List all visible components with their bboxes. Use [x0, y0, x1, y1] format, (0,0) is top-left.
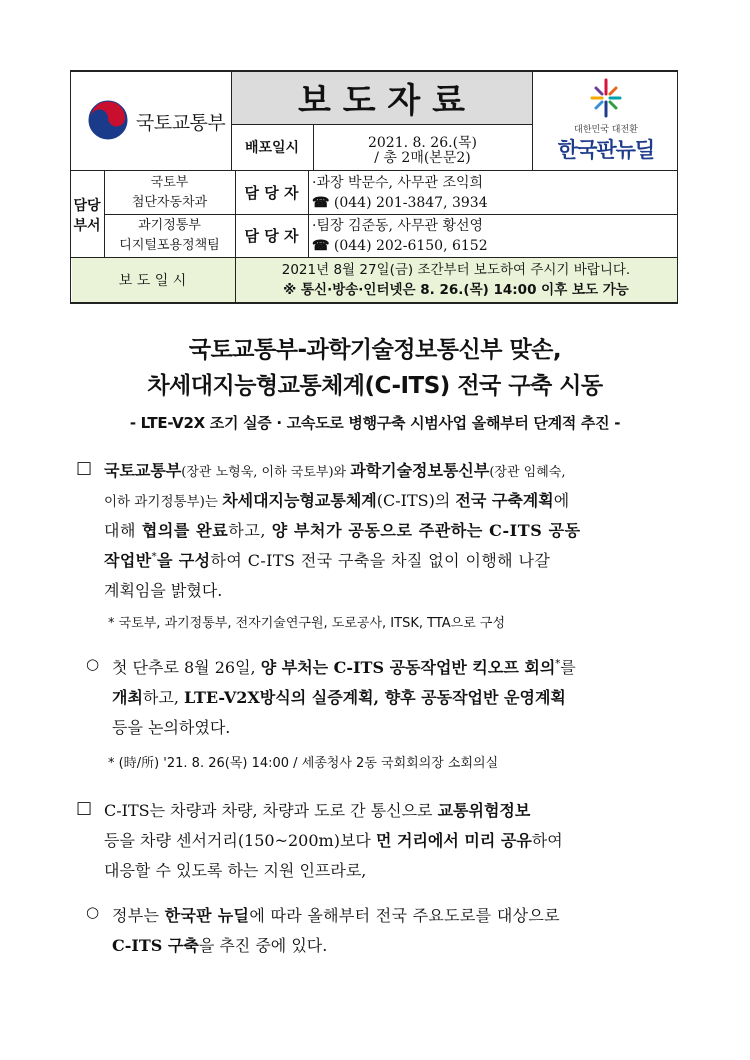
contact-2-phone: (044) 202-6150, 6152 [333, 238, 488, 254]
dept-2-division: 디지털포용정책팀 [119, 238, 220, 253]
p1-l2d: 전국 구축계획 [455, 491, 554, 510]
p3-l2b: 먼 거리에서 미리 공유 [375, 831, 532, 850]
p1-l3d: 양 부처가 공동으로 주관하는 C-ITS 공동 [271, 521, 581, 540]
new-deal-star-icon [546, 76, 666, 120]
p1-l2e: 에 [553, 491, 570, 510]
p2-l2c: LTE-V2X방식의 실증계획, 향후 공동작업반 운영계획 [184, 688, 566, 707]
dept-group-label-2: 부서 [73, 218, 101, 234]
contact-1-names: ·과장 박문수, 사무관 조익희 [312, 175, 484, 191]
ministry-name: 국토교통부 [136, 112, 226, 134]
p1-l2a: 이하 과기정통부)는 [104, 494, 223, 510]
contact-label-1: 담 당 자 [244, 183, 299, 202]
p1-l3a: 대해 [104, 521, 142, 540]
release-info [235, 260, 677, 300]
p4-l1b: 한국판 뉴딜 [164, 906, 250, 925]
p1-l4a: 작업반 [104, 551, 152, 570]
p1-l4d: 하여 C-ITS 전국 구축을 차질 없이 이행해 나갈 [210, 551, 551, 570]
ministry-logo [88, 100, 128, 140]
press-title: 보 도 자 료 [298, 80, 465, 121]
headline-line-2: 차세대지능형교통체계(C-ITS) 전국 구축 시동 [147, 373, 603, 399]
p1-l3c: 하고, [228, 521, 272, 540]
p4-l1a: 정부는 [112, 906, 165, 925]
p3-l1b: 교통위험정보 [437, 801, 531, 820]
release-line-1: 2021년 8월 27일(금) 조간부터 보도하여 주시기 바랍니다. [281, 262, 631, 278]
p1-l3b: 협의를 완료 [141, 521, 229, 540]
p1-l4b: * [151, 551, 157, 563]
dept-2-name: 과기정통부 [138, 218, 201, 233]
phone-icon: ☎ [312, 238, 330, 254]
p1-l4c: 을 구성 [156, 551, 211, 570]
p2-l2b: 하고, [142, 688, 185, 707]
p2-l3: 등을 논의하였다. [112, 718, 231, 737]
contact-1 [312, 173, 488, 213]
dept-group-label-1: 담당 [73, 198, 101, 214]
p1-l5: 계획임을 밝혔다. [104, 581, 223, 600]
distribution-date: 2021. 8. 26.(목) [367, 135, 478, 151]
p1-l1a: 국토교통부 [104, 461, 182, 480]
p2-l1d: 를 [560, 658, 576, 677]
page-count: / 총 2매(본문2) [374, 150, 471, 166]
dept-1 [104, 173, 235, 213]
p2-l1a: 첫 단추로 8월 26일, [112, 658, 261, 677]
korean-new-deal-logo [546, 76, 666, 166]
p1-l2c: (C-ITS)의 [376, 491, 456, 510]
new-deal-caption: 대한민국 대전환 [574, 125, 638, 135]
new-deal-title: 한국판뉴딜 [557, 138, 655, 162]
p4-l2b: 을 추진 중에 있다. [198, 936, 328, 955]
contact-label-2: 담 당 자 [244, 227, 299, 245]
p4-l1c: 에 따라 올해부터 전국 주요도로를 대상으로 [249, 906, 560, 925]
distribution-label: 배포일시 [244, 140, 300, 156]
p4-l2a: C-ITS 구축 [112, 936, 199, 955]
p3-l2a: 등을 차량 센서거리(150~200m)보다 [104, 831, 376, 850]
headline-line-1: 국토교통부-과학기술정보통신부 맞손, [188, 337, 562, 363]
p3-l1a: C-ITS는 차량과 차량, 차량과 도로 간 통신으로 [104, 801, 438, 820]
note-1: * 국토부, 과기정통부, 전자기술연구원, 도로공사, ITSK, TTA으로 구성 [108, 616, 506, 631]
p1-l1b: (장관 노형욱, 이하 국토부)와 [181, 465, 351, 480]
dept-1-name: 국토부 [150, 175, 189, 190]
bullet-circle: ○ [86, 903, 100, 921]
contact-2-names: ·팀장 김준동, 사무관 황선영 [312, 218, 484, 234]
p1-l2b: 차세대지능형교통체계 [222, 491, 377, 510]
contact-1-phone: (044) 201-3847, 3934 [333, 195, 488, 211]
dept-group-label [70, 196, 104, 236]
bullet-circle: ○ [86, 655, 100, 673]
p1-l1d: (장관 임혜숙, [489, 465, 566, 480]
contact-2 [312, 216, 488, 256]
bullet-square: □ [76, 798, 93, 818]
dept-1-division: 첨단자동차과 [131, 195, 208, 210]
release-label: 보 도 일 시 [118, 272, 187, 289]
p3-l2c: 하여 [531, 831, 563, 850]
note-2: * (時/所) '21. 8. 26(목) 14:00 / 세종청사 2동 국회회의장 소회의실 [108, 756, 499, 771]
phone-icon: ☎ [312, 195, 330, 211]
dept-2 [104, 216, 235, 256]
release-line-2: ※ 통신·방송·인터넷은 8. 26.(목) 14:00 이후 보도 가능 [283, 282, 629, 298]
p2-l1b: 양 부처는 C-ITS 공동작업반 킥오프 회의 [260, 658, 556, 677]
subtitle: - LTE-V2X 조기 실증 · 고속도로 병행구축 시범사업 올해부터 단계적 추진 - [129, 414, 621, 432]
headline [0, 332, 750, 404]
p1-l1c: 과학기술정보통신부 [350, 461, 490, 480]
p3-l3: 대응할 수 있도록 하는 지원 인프라로, [104, 861, 367, 880]
p2-l1c: * [555, 658, 561, 670]
bullet-square: □ [76, 458, 93, 478]
p2-l2a: 개최 [112, 688, 143, 707]
